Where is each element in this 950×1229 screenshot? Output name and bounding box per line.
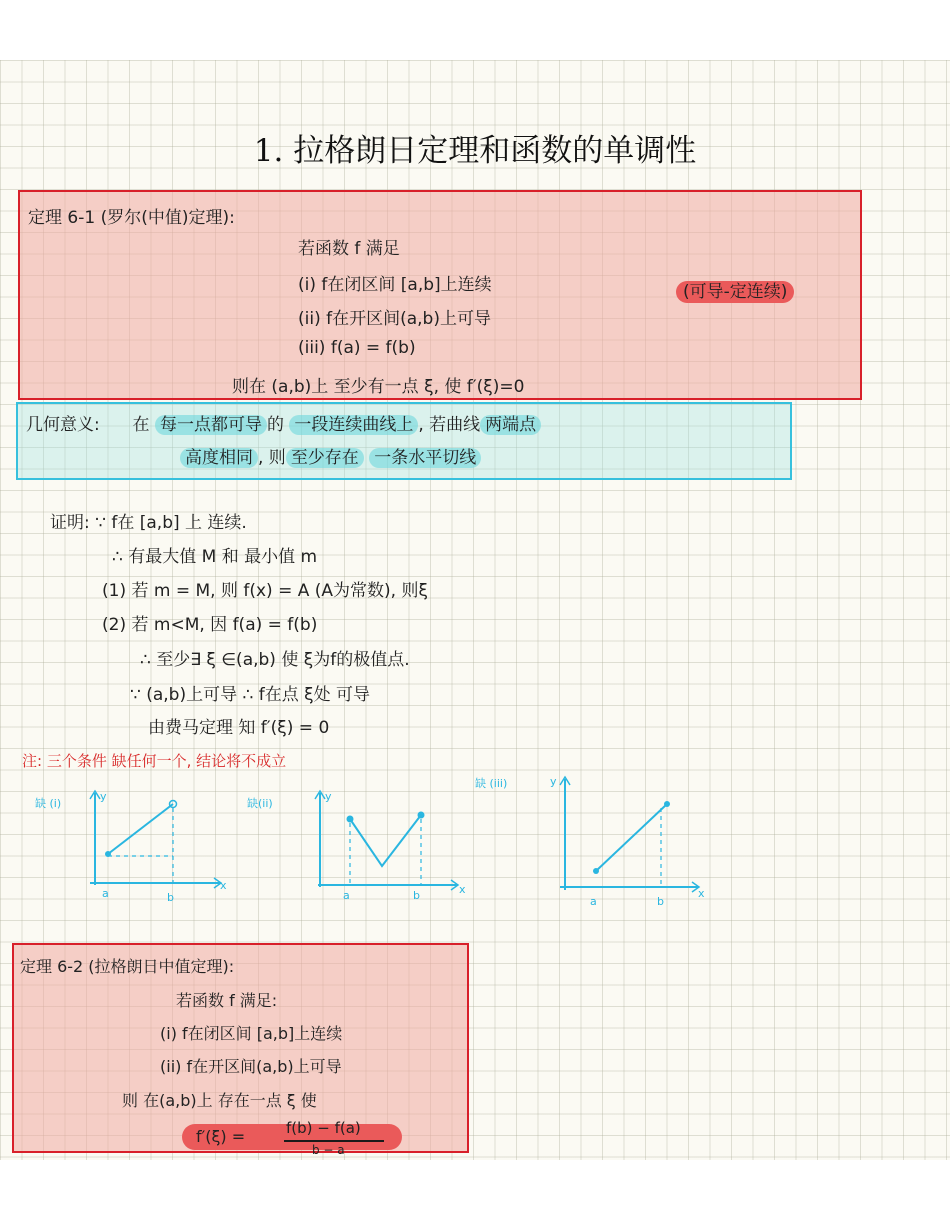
graph1-y: y bbox=[100, 790, 107, 803]
theorem1-note-text: (可导-定连续) bbox=[676, 281, 794, 303]
graph1-b: b bbox=[167, 891, 174, 904]
highlight-horizontal-tangent: 一条水平切线 bbox=[369, 448, 481, 468]
graph1-x: x bbox=[220, 879, 227, 892]
graph2-point-b bbox=[418, 812, 425, 819]
proof-line2: ∴ 有最大值 M 和 最小值 m bbox=[112, 547, 318, 567]
graph3-arrows bbox=[560, 777, 699, 892]
graph-missing-ii bbox=[245, 785, 475, 910]
proof-line3: (1) 若 m = M, 则 f(x) = A (A为常数), 则ξ bbox=[102, 581, 428, 601]
theorem2-heading: 定理 6-2 (拉格朗日中值定理): bbox=[20, 957, 235, 976]
graph3-point-b bbox=[664, 801, 670, 807]
formula-numerator: f(b) − f(a) bbox=[286, 1119, 361, 1137]
graph3-y: y bbox=[550, 775, 557, 788]
graph3-point-a bbox=[593, 868, 599, 874]
theorem2-conclusion: 则 在(a,b)上 存在一点 ξ 使 bbox=[122, 1091, 317, 1110]
proof-line4: (2) 若 m<M, 因 f(a) = f(b) bbox=[102, 615, 318, 635]
theorem1-note bbox=[676, 277, 794, 302]
graph2-label: 缺(ii) bbox=[247, 797, 273, 810]
geometric-text3: , 若曲线 bbox=[418, 415, 481, 435]
graph2-point-a bbox=[347, 816, 354, 823]
proof-line5: ∴ 至少∃ ξ ∈(a,b) 使 ξ为f的极值点. bbox=[140, 650, 410, 670]
highlight-continuous-curve: 一段连续曲线上 bbox=[289, 415, 418, 435]
theorem2-line1: 若函数 f 满足: bbox=[176, 991, 278, 1010]
formula-lhs: f′(ξ) = bbox=[196, 1127, 246, 1146]
theorem1-cond3: (iii) f(a) = f(b) bbox=[298, 338, 416, 358]
graph3-a: a bbox=[590, 895, 597, 908]
geometric-line2 bbox=[180, 443, 481, 468]
highlight-at-least: 至少存在 bbox=[286, 448, 364, 468]
proof-line6: ∵ (a,b)上可导 ∴ f在点 ξ处 可导 bbox=[130, 685, 370, 705]
graph2-x: x bbox=[459, 883, 466, 896]
graph-missing-iii bbox=[470, 765, 710, 910]
highlight-endpoints: 两端点 bbox=[480, 415, 541, 435]
theorem1-cond2: (ii) f在开区间(a,b)上可导 bbox=[298, 309, 491, 329]
graph2-arrows bbox=[315, 791, 458, 890]
graph3-b: b bbox=[657, 895, 664, 908]
graph2-b: b bbox=[413, 889, 420, 902]
theorem1-line1: 若函数 f 满足 bbox=[298, 239, 400, 259]
graph3-curve bbox=[596, 804, 667, 871]
graph1-arrows bbox=[90, 791, 221, 888]
graph-missing-i bbox=[30, 785, 240, 910]
graph2-a: a bbox=[343, 889, 350, 902]
graph2-curve bbox=[350, 815, 421, 866]
theorem1-conclusion: 则在 (a,b)上 至少有一点 ξ, 使 f′(ξ)=0 bbox=[232, 377, 525, 397]
geometric-label: 几何意义: bbox=[26, 415, 100, 435]
geometric-text1: 在 bbox=[132, 415, 150, 435]
theorem1-cond1: (i) f在闭区间 [a,b]上连续 bbox=[298, 275, 492, 295]
geometric-text4: , 则 bbox=[258, 448, 286, 468]
graph3-x: x bbox=[698, 887, 705, 900]
graph3-label: 缺 (iii) bbox=[475, 777, 508, 790]
graph2-y: y bbox=[325, 790, 332, 803]
theorem1-heading: 定理 6-1 (罗尔(中值)定理): bbox=[28, 208, 235, 228]
geometric-text2: 的 bbox=[266, 415, 284, 435]
note-red: 注: 三个条件 缺任何一个, 结论将不成立 bbox=[22, 752, 287, 770]
theorem2-cond2: (ii) f在开区间(a,b)上可导 bbox=[160, 1057, 342, 1076]
highlight-same-height: 高度相同 bbox=[180, 448, 258, 468]
formula-fraction-bar bbox=[284, 1140, 384, 1142]
highlight-every-point: 每一点都可导 bbox=[155, 415, 267, 435]
graph1-curve bbox=[108, 804, 173, 854]
formula-denominator: b − a bbox=[312, 1143, 345, 1157]
proof-line1: 证明: ∵ f在 [a,b] 上 连续. bbox=[50, 513, 247, 533]
graph1-label: 缺 (i) bbox=[35, 797, 62, 810]
page-title: 1. 拉格朗日定理和函数的单调性 bbox=[253, 133, 697, 169]
graph1-a: a bbox=[102, 887, 109, 900]
proof-line7: 由费马定理 知 f′(ξ) = 0 bbox=[148, 718, 330, 738]
geometric-line1 bbox=[26, 410, 541, 435]
theorem2-cond1: (i) f在闭区间 [a,b]上连续 bbox=[160, 1024, 343, 1043]
